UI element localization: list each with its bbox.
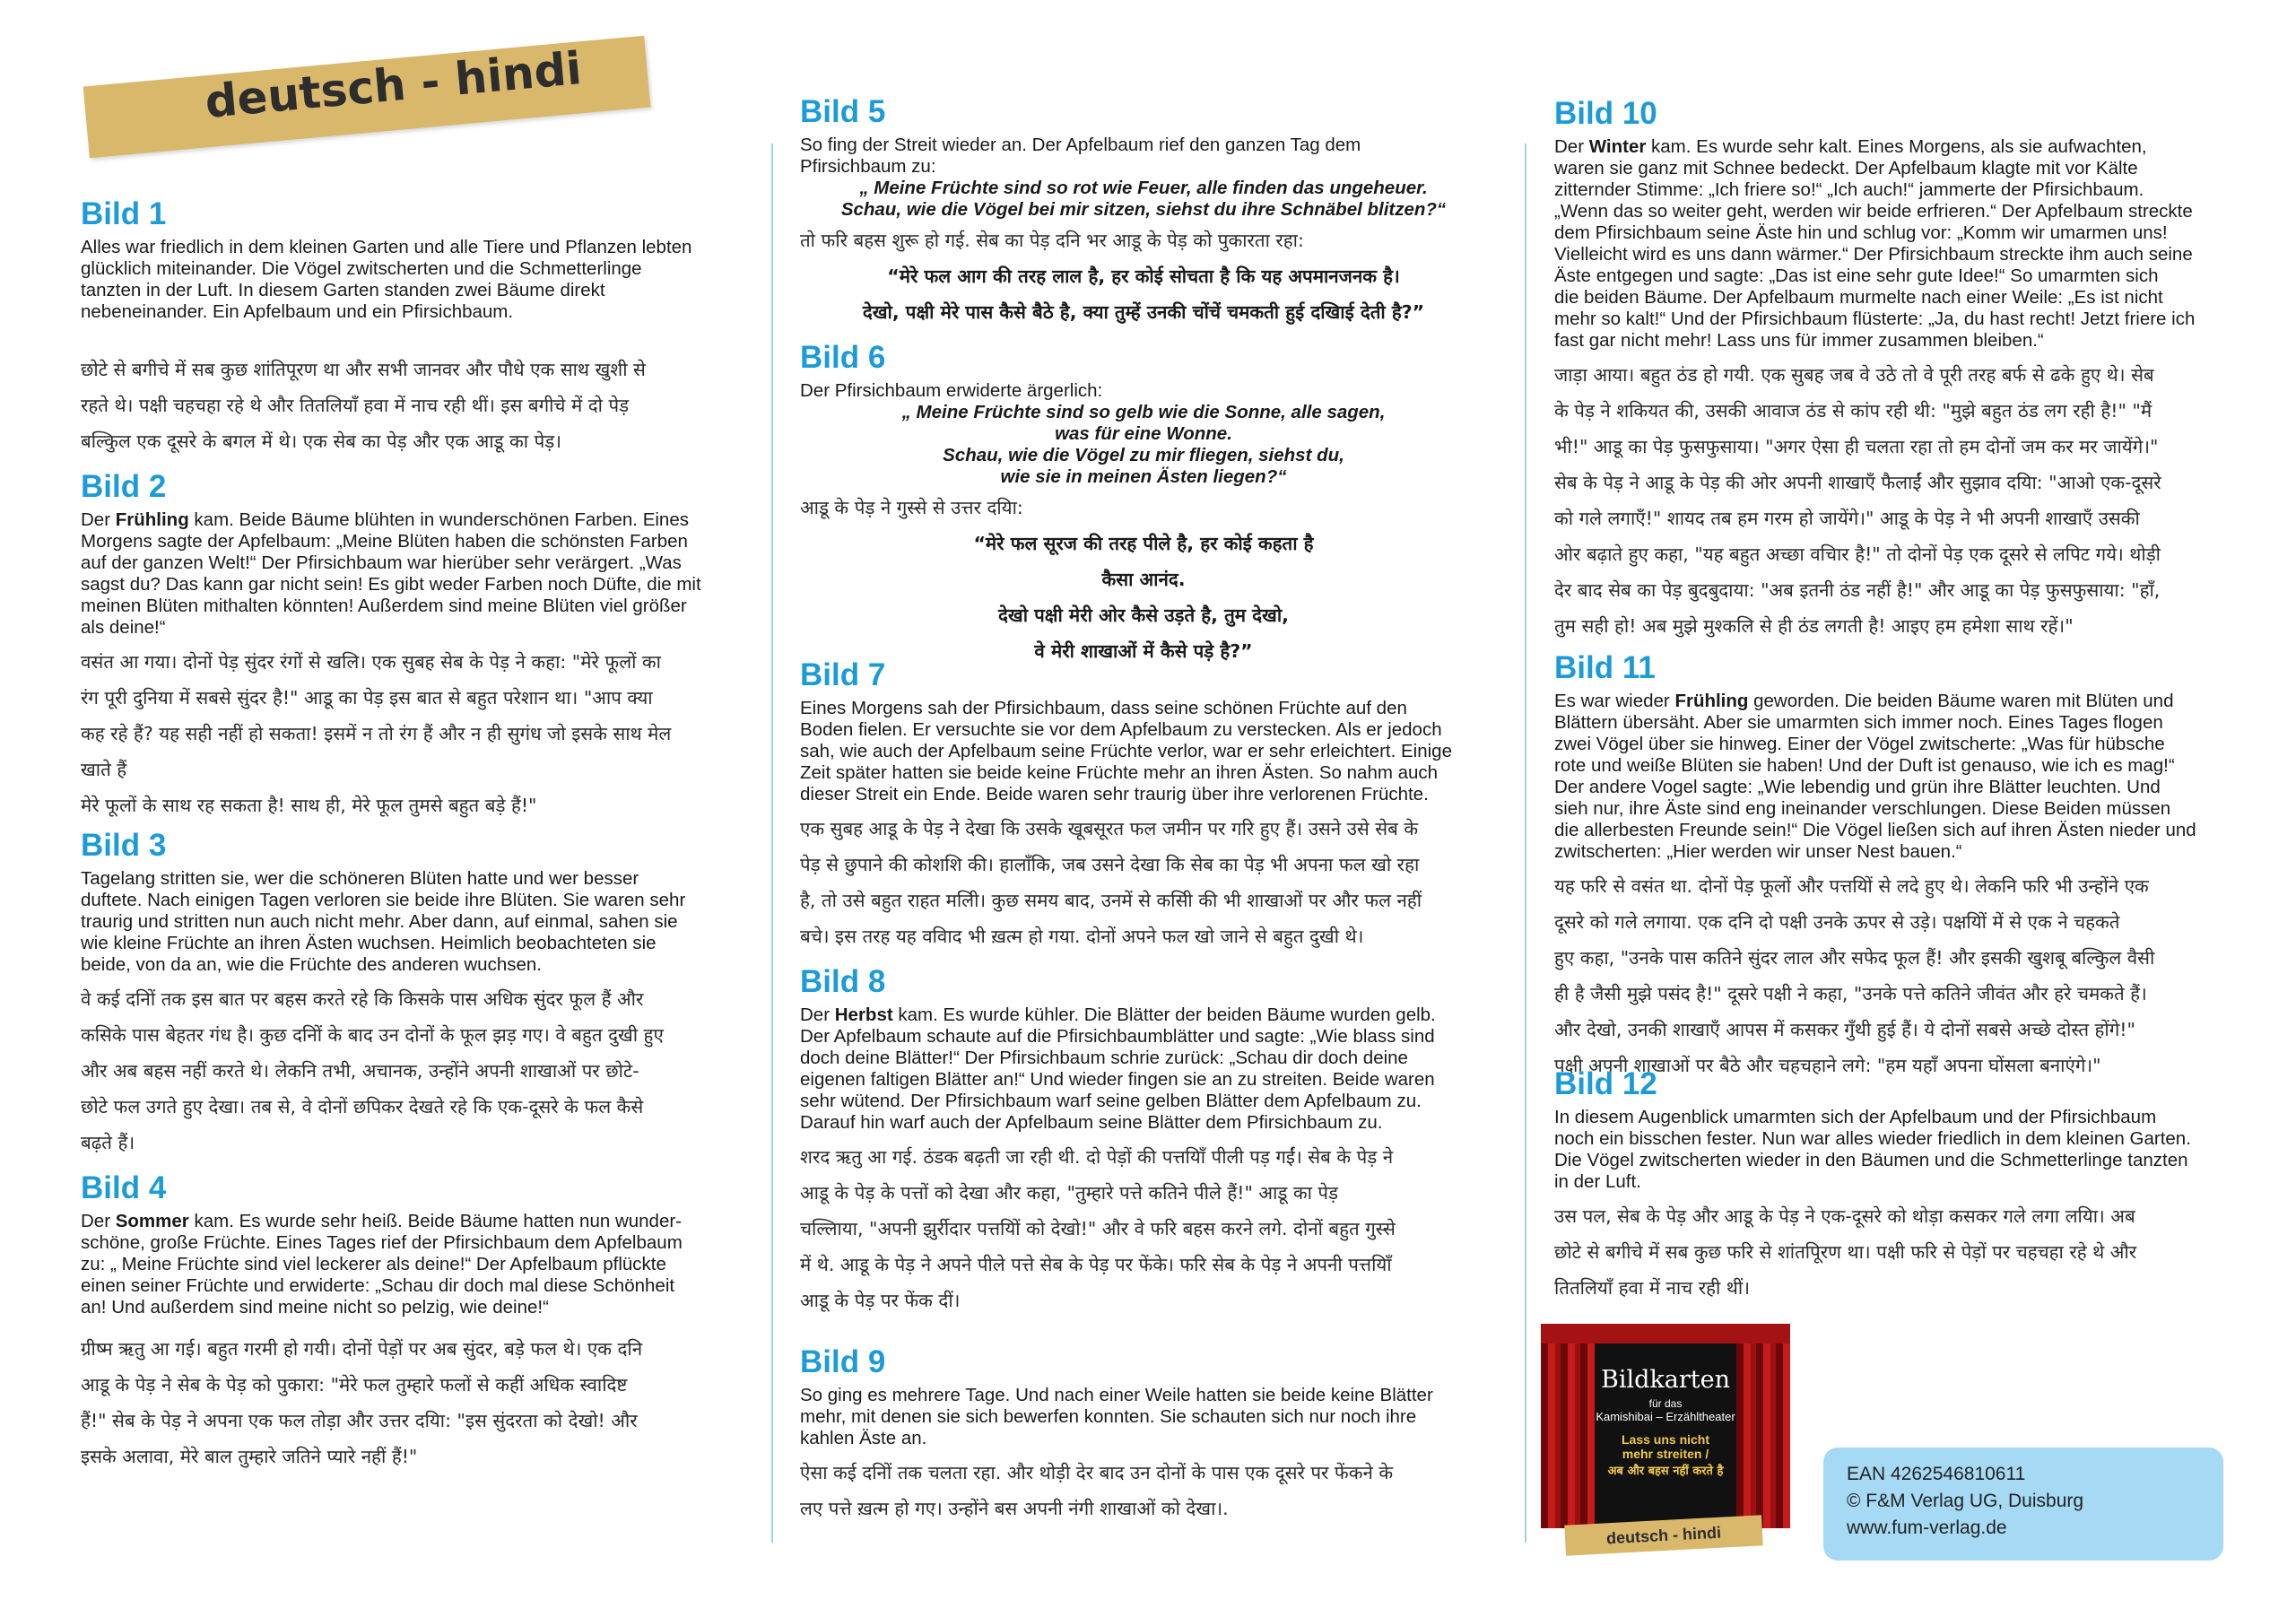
section-title: Bild 8 <box>800 964 886 999</box>
book-story-title-1: Lass uns nicht <box>1621 1432 1710 1447</box>
book-subtitle-theater: Kamishibai – Erzähltheater <box>1596 1410 1735 1423</box>
section-bild-9 <box>800 1345 1487 1526</box>
german-text: Der Frühling kam. Beide Bäume blühten in wunderschönen Farben. Eines Morgens sagte der Apfelbaum: „Meine Blüten haben die schönsten Farben auf der ganzen Welt!“ Der Pfirsichbaum war hierüber sehr verärgert. „Was sagst du? Das kann gar nicht sein! Es gibt weder Farben noch Düfte, die mit meinen Blüten mithalten könnten! Außerdem sind meine Blüten viel größer als deine!“ <box>81 509 701 638</box>
hindi-text: एक सुबह आडू के पेड़ ने देखा कि उसके खूबसूरत फल जमीन पर गरि हुए हैं। उसने उसे सेब के पेड़ से छुपाने की कोशशि की। हालाँकि, जब उसने देखा कि सेब का पेड़ भी अपना फल खो रहा है, तो उसे बहुत राहत मलिी। कुछ समय बाद, उनमें से कसिी की भी शाखाओं पर और फल नहीं बचे। इस तरह यह ववािद भी ख़त्म हो गया. दोनों अपने फल खो जाने से बहुत दुखी थे। <box>800 818 1422 947</box>
section-title: Bild 12 <box>1554 1066 1657 1101</box>
section-bild-3 <box>81 829 726 1161</box>
section-title: Bild 9 <box>800 1344 886 1379</box>
section-bild-11 <box>1554 651 2233 1083</box>
section-bild-2 <box>81 470 726 823</box>
german-text: So fing der Streit wieder an. Der Apfelbaum rief den ganzen Tag dem Pfirsichbaum zu: <box>800 135 1361 177</box>
hindi-text: वसंत आ गया। दोनों पेड़ सुंदर रंगों से खलि। एक सुबह सेब के पेड़ ने कहा: "मेरे फूलों का रंग पूरी दुनिया में सबसे सुंदर है!" आडू का पेड़ इस बात से बहुत परेशान था। "आप क्या कह रहे हैं? यह सही नहीं हो सकता! इसमें न तो रंग हैं और न ही सुगंध जो इसके साथ मेल खाते हैं मेरे फूलों के साथ रह सकता है! साथ ही, मेरे फूल तुमसे बहुत बड़े हैं!" <box>81 651 672 816</box>
book-subtitle-for: für das <box>1648 1397 1683 1410</box>
section-bild-7 <box>800 658 1487 954</box>
hindi-text: तो फरि बहस शुरू हो गई. सेब का पेड़ दनि भर आडू के पेड़ को पुकारता रहा: <box>800 230 1304 251</box>
german-quote: „ Meine Früchte sind so rot wie Feuer, alle finden das ungeheuer. Schau, wie die Vögel bei mir sitzen, siehst du ihre Schnäbel blitzen?“ <box>840 178 1447 220</box>
german-text: Der Herbst kam. Es wurde kühler. Die Blätter der beiden Bäume wurden gelb. Der Apfelbaum schaute auf die Pfirsichbaumblätter und sagte: „Wie blass sind doch deine Blätter!“ Der Pfirsichbaum schrie zurück: „Schau dir doch deine eigenen faltigen Blätter an!“ Und wieder fingen sie an zu streiten. Beide waren sehr wütend. Der Pfirsichbaum warf seine gelben Blätter dem Apfelbaum zu. Darauf hin warf auch der Apfelbaum seine Blätter dem Pfirsichbaum zu. <box>800 1004 1436 1133</box>
season-word: Sommer <box>115 1211 189 1231</box>
section-title: Bild 5 <box>800 94 886 129</box>
section-title: Bild 10 <box>1554 96 1657 131</box>
hindi-text: आडू के पेड़ ने गुस्से से उत्तर दयिा: <box>800 497 1023 518</box>
season-word: Herbst <box>834 1004 893 1025</box>
section-title: Bild 2 <box>81 469 167 504</box>
hindi-text: यह फरि से वसंत था. दोनों पेड़ फूलों और पत्तयिों से लदे हुए थे। लेकनि फरि भी उन्होंने एक दूसरे को गले लगाया. एक दनि दो पक्षी उनके ऊपर से उड़े। पक्षयिों में से एक ने चहकते हुए कहा, "उनके पास कतिने सुंदर लाल और सफेद फूल हैं! और इसकी खुशबू बल्किुल वैसी ही है जैसी मुझे पसंद है!" दूसरे पक्षी ने कहा, "उनके पत्ते कतिने जीवंत और हरे चमकते हैं। और देखो, उनकी शाखाएँ आपस में कसकर गुँथी हुई हैं। ये दोनों सबसे अच्छे दोस्त होंगे!" पक्षी अपनी शाखाओं पर बैठे और चहचहाने लगे: "हम यहाँ अपना घोंसला बनाएंगे।" <box>1554 875 2155 1076</box>
section-title: Bild 7 <box>800 657 886 692</box>
german-text: So ging es mehrere Tage. Und nach einer Weile hatten sie beide keine Blätter mehr, mit denen sie sich bewerfen konnten. Sie schauten sich nur noch ihre kahlen Äste an. <box>800 1385 1433 1448</box>
hindi-text: जाड़ा आया। बहुत ठंड हो गयी. एक सुबह जब वे उठे तो वे पूरी तरह बर्फ से ढके हुए थे। सेब के पेड़ ने शकियत की, उसकी आवाज ठंड से कांप रही थी: "मुझे बहुत ठंड लग रही है!" "मैं भी!" आडू का पेड़ फुसफुसाया। "अगर ऐसा ही चलता रहा तो हम दोनों जम कर मर जायेंगे।" सेब के पेड़ ने आडू के पेड़ की ओर अपनी शाखाएँ फैलाईं और सुझाव दयिा: "आओ एक-दूसरे को गले लगाएँ!" शायद तब हम गरम हो जायेंगे।" आडू के पेड़ ने भी अपनी शाखाएँ उसकी ओर बढ़ाते हुए कहा, "यह बहुत अच्छा वचिार है!" तो दोनों पेड़ एक दूसरे से लपिट गये। थोड़ी देर बाद सेब का पेड़ बुदबुदाया: "अब इतनी ठंड नहीं है!" और आडू का पेड़ फुसफुसाया: "हाँ, तुम सही हो! अब मुझे मुश्कलि से ही ठंड लगती है! आइए हम हमेशा साथ रहें।" <box>1554 364 2161 637</box>
curtain-right <box>1736 1324 1790 1528</box>
season-word: Frühling <box>1674 691 1749 711</box>
hindi-text: उस पल, सेब के पेड़ और आडू के पेड़ ने एक-दूसरे को थोड़ा कसकर गले लगा लयिा। अब छोटे से बगीचे में सब कुछ फरि से शांतपूिरण था। पक्षी फरि से पेड़ों पर चहचहा रहे थे और तितलियाँ हवा में नाच रही थीं। <box>1554 1205 2137 1299</box>
german-text: Der Winter kam. Es wurde sehr kalt. Eines Morgens, als sie aufwachten, waren sie ganz mit Schnee bedeckt. Der Apfelbaum klagte mit vor Kälte zitternder Stimme: „Ich friere so!“ „Ich auch!“ jammerte der Pfirsichbaum. „Wenn das so weiter geht, werden wir beide erfrieren.“ Der Apfelbaum streckte dem Pfirsichbaum seine Äste hin und schlug vor: „Komm wir umarmen uns! Vielleicht wird es uns dann wärmer.“ Der Pfirsichbaum streckte ihm auch seine Äste entgegen und sagte: „Das ist eine sehr gute Idee!“ So umarmten sich die beiden Bäume. Der Apfelbaum murmelte nach einer Weile: „Es ist nicht mehr so kalt!“ Und der Pfirsichbaum flüsterte: „Ja, du hast recht! Jetzt friere ich fast gar nicht mehr! Lass uns für immer zusammen bleiben.“ <box>1554 136 2196 351</box>
german-text: In diesem Augenblick umarmten sich der Apfelbaum und der Pfirsichbaum noch ein bisschen fester. Nun war alles wieder friedlich in dem kleinen Garten. Die Vögel zwitscherten wieder in den Bäumen und die Schmetterlinge tanzten in der Luft. <box>1554 1107 2191 1192</box>
column-divider <box>1525 143 1526 1543</box>
ean-code: EAN 4262546810611 <box>1847 1464 2026 1484</box>
german-text: Tagelang stritten sie, wer die schöneren Blüten hatte und wer besser duftete. Nach einigen Tagen verloren sie beide ihre Blüten. Sie waren sehr traurig und stritten nun auch nicht mehr. Aber dann, auf einmal, sahen sie wie kleine Früchte an ihren Ästen wuchsen. Heimlich beobachteten sie beide, von da an, wie die Früchte des anderen wuchsen. <box>81 868 686 975</box>
hindi-text: ऐसा कई दनिों तक चलता रहा. और थोड़ी देर बाद उन दोनों के पास एक दूसरे पर फेंकने के लए पत्ते ख़त्म हो गए। उन्होंने बस अपनी नंगी शाखाओं को देखा।. <box>800 1462 1394 1519</box>
hindi-text: छोटे से बगीचे में सब कुछ शांतिपूरण था और सभी जानवर और पौधे एक साथ खुशी से रहते थे। पक्षी चहचहा रहे थे और तितलियाँ हवा में नाच रही थीं। इस बगीचे में दो पेड़ बल्किुल एक दूसरे के बगल में थे। एक सेब का पेड़ और एक आडू का पेड़। <box>81 359 646 452</box>
german-text: Eines Morgens sah der Pfirsichbaum, dass seine schönen Früchte auf den Boden fielen. Er versuchte sie vor dem Apfelbaum zu verstecken. Als er jedoch sah, wie auch der Apfelbaum seine Früchte verlor, war er sehr erleichtert. Einige Zeit später hatten sie beide keine Früchte mehr an ihren Ästen. So nahm auch dieser Streit ein Ende. Beide waren sehr traurig über ihre verlorenen Früchte. <box>800 698 1452 804</box>
season-word: Frühling <box>115 509 189 530</box>
publisher-url[interactable]: www.fum-verlag.de <box>1847 1517 2007 1538</box>
hindi-quote: “मेरे फल सूरज की तरह पीले है, हर कोई कहता है कैसा आनंद. देखो पक्षी मेरी ओर कैसे उड़ते है, तुम देखो, वे मेरी शाखाओं में कैसे पड़े है?” <box>973 533 1314 662</box>
section-title: Bild 3 <box>81 828 167 863</box>
german-text: Der Pfirsichbaum erwiderte ärgerlich: <box>800 380 1103 401</box>
curtain-left <box>1541 1324 1595 1528</box>
section-bild-12 <box>1554 1067 2233 1306</box>
section-title: Bild 4 <box>81 1170 167 1205</box>
curtain-valance <box>1541 1324 1790 1343</box>
section-title: Bild 11 <box>1554 650 1656 685</box>
book-language-label: deutsch - hindi <box>1564 1515 1762 1555</box>
section-bild-6 <box>800 341 1487 669</box>
section-bild-10 <box>1554 97 2233 644</box>
german-text: Der Sommer kam. Es wurde sehr heiß. Beide Bäume hatten nun wunder- schöne, große Früchte. Eines Tages rief der Pfirsichbaum dem Apfelbaum zu: „ Meine Früchte sind viel leckerer als deine!“ Der Apfelbaum pflückte einen seiner Früchte und erwiderte: „Schau dir doch mal diese Schönheit an! Und außerdem sind meine nicht so pelzig, wie deine!“ <box>81 1211 683 1317</box>
column-divider <box>771 143 773 1543</box>
publisher-info-box <box>1823 1448 2223 1561</box>
title-banner-text: deutsch - hindi <box>203 42 584 128</box>
book-title: Bildkarten <box>1601 1366 1730 1394</box>
section-bild-1 <box>81 197 726 459</box>
german-text: Es war wieder Frühling geworden. Die beiden Bäume waren mit Blüten und Blättern übersäht. Aber sie umarmten sich immer noch. Eines Tages flogen zwei Vögel über sie hinweg. Einer der Vögel zwitscherte: „Was für hübsche rote und weiße Blüten sie haben! Und der Duft ist genauso, wie ich es mag!“ Der andere Vogel sagte: „Wie lebendig und grün ihre Blätter leuchten. Und sieh nur, ihre Äste sind eng ineinander verschlungen. Diese Beiden müssen die allerbesten Freunde sein!“ Die Vögel ließen sich auf ihren Ästen nieder und zwitscherten: „Hier werden wir unser Nest bauen.“ <box>1554 691 2196 862</box>
section-bild-5 <box>800 95 1487 330</box>
hindi-quote: “मेरे फल आग की तरह लाल है, हर कोई सोचता है कि यह अपमानजनक है। देखो, पक्षी मेरे पास कैसे बैठे है, क्या तुम्हें उनकी चोंचें चमकती हुई दखिाई देती है?” <box>862 265 1425 323</box>
german-text: Alles war friedlich in dem kleinen Garten und alle Tiere und Pflanzen lebten glücklich miteinander. Die Vögel zwitscherten und die Schmetterlinge tanzten in der Luft. In diesem Garten standen zwei Bäume direkt nebeneinander. Ein Apfelbaum und ein Pfirsichbaum. <box>81 237 692 322</box>
book-cover-image <box>1541 1324 1790 1528</box>
section-bild-8 <box>800 965 1487 1318</box>
hindi-text: शरद ऋतु आ गई. ठंडक बढ़ती जा रही थी. दो पेड़ों की पत्तयिाँ पीली पड़ गईं। सेब के पेड़ ने आडू के पेड़ के पत्तों को देखा और कहा, "तुम्हारे पत्ते कतिने पीले हैं!" आडू का पेड़ चल्लिाया, "अपनी झुर्रीदार पत्तयिों को देखो!" और वे फरि बहस करने लगे. दोनों बहुत गुस्से में थे. आडू के पेड़ ने अपने पीले पत्ते सेब के पेड़ पर फेंके। फरि सेब के पेड़ ने अपनी पत्तयिाँ आडू के पेड़ पर फेंक दीं। <box>800 1146 1396 1311</box>
book-story-title-2: mehr streiten / <box>1622 1447 1709 1461</box>
publisher-name: © F&M Verlag UG, Duisburg <box>1847 1491 2084 1511</box>
book-story-title-hindi: अब और बहस नहीं करते है <box>1607 1465 1724 1478</box>
section-bild-4 <box>81 1171 726 1474</box>
section-title: Bild 1 <box>81 196 167 231</box>
hindi-text: ग्रीष्म ऋतु आ गई। बहुत गरमी हो गयी। दोनों पेड़ों पर अब सुंदर, बड़े फल थे। एक दनि आडू के पेड़ ने सेब के पेड़ को पुकारा: "मेरे फल तुम्हारे फलों से कहीं अधिक स्वादिष्ट हैं!" सेब के पेड़ ने अपना एक फल तोड़ा और उत्तर दयिा: "इस सुंदरता को देखो! और इसके अलावा, मेरे बाल तुम्हारे जतिने प्यारे नहीं हैं!" <box>81 1338 643 1467</box>
section-title: Bild 6 <box>800 340 886 375</box>
season-word: Winter <box>1588 136 1647 157</box>
hindi-text: वे कई दनिों तक इस बात पर बहस करते रहे कि किसके पास अधिक सुंदर फूल हैं और कसिके पास बेहतर गंध है। कुछ दनिों के बाद उन दोनों के फूल झड़ गए। वे बहुत दुखी हुए और अब बहस नहीं करते थे। लेकनि तभी, अचानक, उन्होंने अपनी शाखाओं पर छोटे- छोटे फल उगते हुए देखा। तब से, वे दोनों छपिकर देखते रहे कि एक-दूसरे के फल कैसे बढ़ते हैं। <box>81 988 664 1153</box>
german-quote: „ Meine Früchte sind so gelb wie die Sonne, alle sagen, was für eine Wonne. Schau, wie die Vögel zu mir fliegen, siehst du, wie sie in meinen Ästen liegen?“ <box>901 402 1386 487</box>
book-stage <box>1595 1343 1736 1528</box>
